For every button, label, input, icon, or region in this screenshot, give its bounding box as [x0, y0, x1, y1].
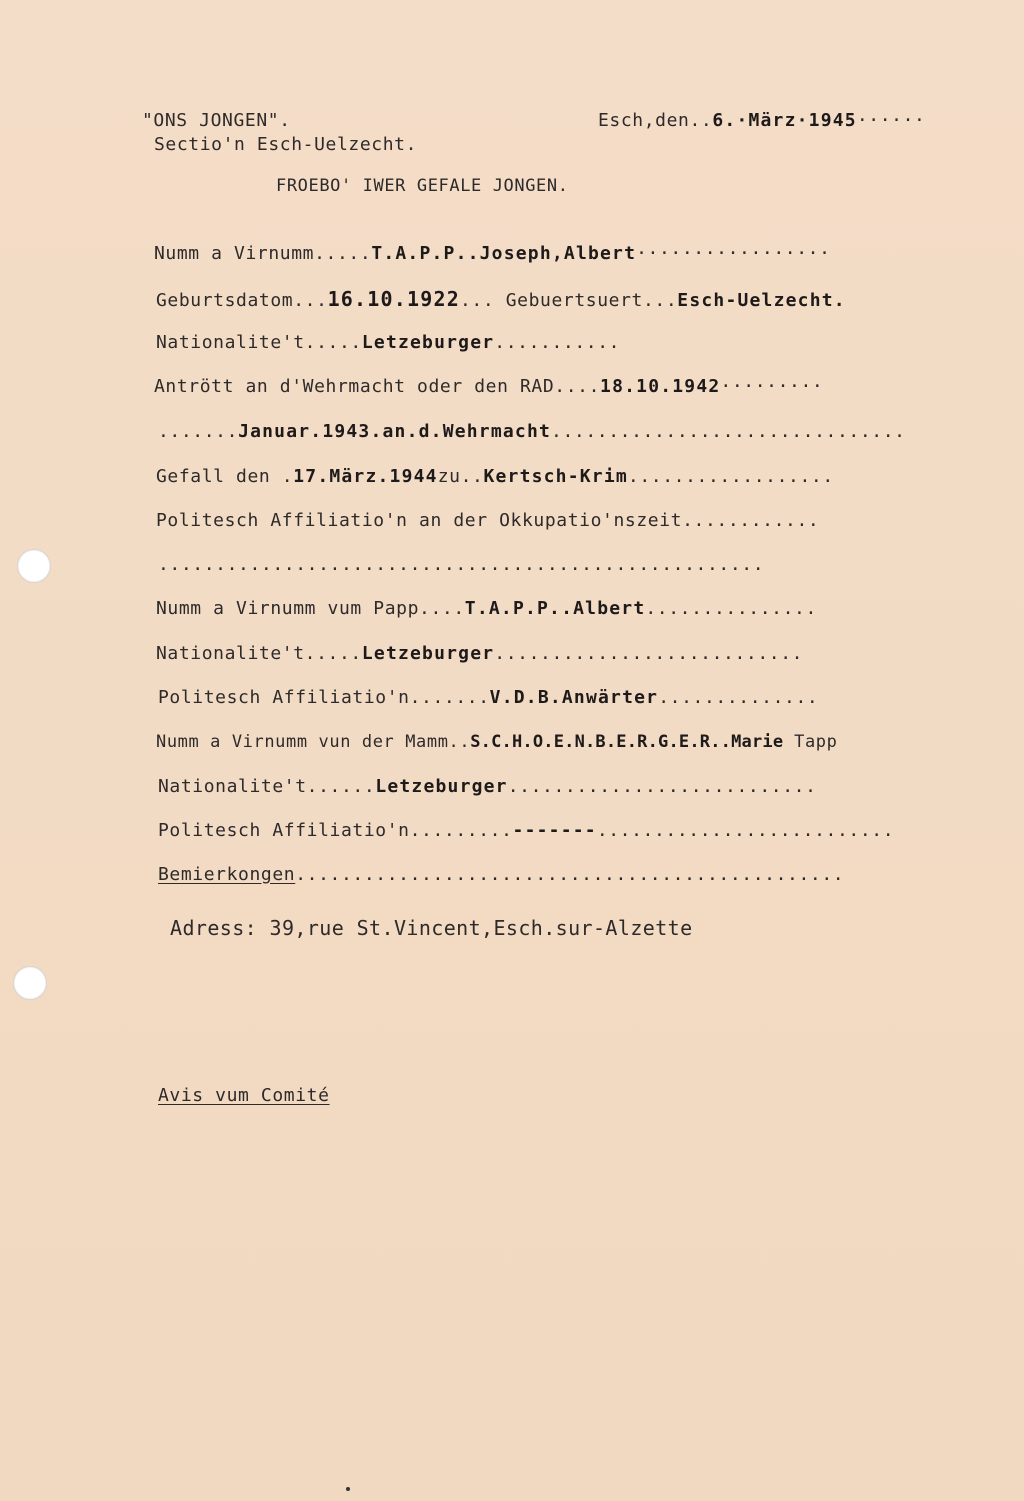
mother-nat-value: Letzeburger [375, 776, 508, 797]
fallen-tail: .................. [627, 466, 834, 487]
date-suffix: ······ [856, 110, 926, 131]
father-nat-tail: ........................... [494, 643, 804, 664]
father-pol-label: Politesch Affiliatio'n....... [158, 687, 490, 708]
fallen-date: 17.März.1944 [293, 466, 438, 487]
nationality-label: Nationalite't..... [156, 332, 362, 353]
mother-nat-label: Nationalite't...... [158, 776, 376, 797]
field-father-nationality [156, 643, 803, 664]
fallen-label: Gefall den . [156, 466, 294, 487]
father-label: Numm a Virnumm vum Papp.... [156, 598, 465, 619]
birthplace-label: ... Gebuertsuert... [459, 290, 678, 311]
field-blank-line: ..................................................... [158, 554, 765, 575]
place-date [598, 110, 925, 131]
nationality-tail: ........... [494, 332, 621, 353]
punch-hole-bottom [13, 966, 47, 1000]
fallen-place: Kertsch-Krim [483, 466, 628, 487]
field-fallen [156, 466, 834, 487]
entry-label: Antrött an d'Wehrmacht oder den RAD.... [154, 376, 601, 397]
field-mother-nationality [158, 776, 817, 797]
field-name [154, 243, 831, 264]
place-date-prefix: Esch,den.. [598, 110, 713, 131]
punch-hole-top [17, 549, 51, 583]
entry2-tail: ............................... [551, 421, 906, 442]
field-mother [156, 732, 837, 752]
address-line: Adress: 39,rue St.Vincent,Esch.sur-Alzette [170, 916, 693, 940]
mother-pol-tail: .......................... [596, 820, 895, 841]
field-birth [156, 287, 846, 311]
name-value: T.A.P.P..Joseph,Albert [371, 243, 637, 264]
field-father-political [158, 687, 818, 708]
father-value: T.A.P.P..Albert [464, 598, 646, 619]
field-nationality [156, 332, 620, 353]
fallen-mid: zu.. [437, 466, 484, 487]
form-title: FROEBO' IWER GEFALE JONGEN. [276, 176, 569, 196]
field-entry-2 [158, 421, 906, 442]
political-label: Politesch Affiliatio'n an der Okkupatio'nszeit [156, 510, 683, 531]
field-mother-political [158, 820, 894, 841]
remarks-tail: ................................................ [295, 864, 845, 885]
entry2-prefix: ....... [158, 421, 239, 442]
committee-label: Avis vum Comité [158, 1085, 330, 1106]
mother-label: Numm a Virnumm vun der Mamm.. [156, 732, 471, 752]
entry-tail: ········· [720, 376, 824, 397]
mother-pol-label: Politesch Affiliatio'n......... [158, 820, 513, 841]
name-tail: ················· [636, 243, 831, 264]
father-pol-value: V.D.B.Anwärter [489, 687, 659, 708]
date-value: 6.·März·1945 [712, 110, 857, 131]
father-nat-label: Nationalite't..... [156, 643, 362, 664]
name-label: Numm a Virnumm..... [154, 243, 372, 264]
father-tail: ............... [645, 598, 817, 619]
field-remarks [158, 864, 844, 885]
mother-extra: Tapp [794, 732, 838, 752]
birthdate-value: 16.10.1922 [327, 287, 460, 311]
political-tail: ............ [682, 510, 820, 531]
father-nat-value: Letzeburger [361, 643, 495, 664]
field-entry [154, 376, 823, 397]
entry2-value: Januar.1943.an.d.Wehrmacht [238, 421, 552, 442]
birthplace-value: Esch-Uelzecht. [677, 290, 846, 311]
birthdate-label: Geburtsdatom... [156, 290, 328, 311]
mother-pol-value: ------- [512, 820, 597, 841]
section-name: Sectio'n Esch-Uelzecht. [154, 134, 418, 155]
father-pol-tail: .............. [658, 687, 819, 708]
org-name: "ONS JONGEN". [142, 110, 291, 131]
nationality-value: Letzeburger [361, 332, 495, 353]
mother-value: S.C.H.O.E.N.B.E.R.G.E.R..Marie [470, 732, 784, 752]
entry-value: 18.10.1942 [600, 376, 721, 397]
field-father [156, 598, 817, 619]
remarks-label: Bemierkongen [158, 864, 296, 885]
field-political [156, 510, 819, 531]
paper-speck [346, 1487, 350, 1491]
mother-nat-tail: ........................... [507, 776, 817, 797]
